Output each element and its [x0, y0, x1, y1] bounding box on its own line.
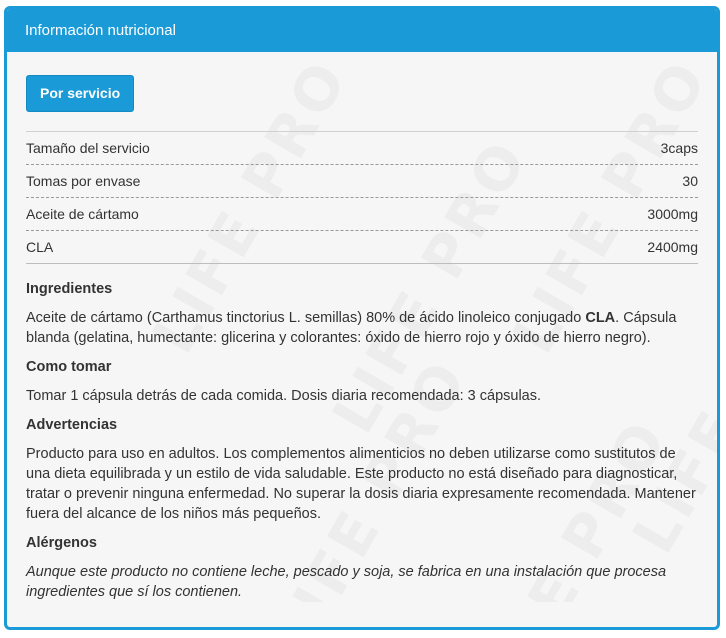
table-row [26, 165, 698, 198]
ingredients-text-part: . Cápsula blanda (gelatina, humectante: glicerina y colorantes: óxido de hierro rojo y óxido de hierro negro). [26, 310, 677, 346]
panel-header [7, 9, 717, 52]
ingredients-heading: Ingredientes [26, 281, 113, 297]
row-value: 2400mg [647, 239, 698, 255]
table-row [26, 132, 698, 165]
tab-por-servicio[interactable]: Por servicio [26, 75, 134, 112]
allergens-heading: Alérgenos [26, 535, 97, 551]
warnings-heading: Advertencias [26, 417, 118, 433]
allergens-text: Aunque este producto no contiene leche, pescado y soja, se fabrica en una instalación que procesa ingredientes que sí los contienen. [26, 564, 667, 600]
row-value: 30 [682, 173, 698, 189]
nutrition-table [26, 131, 698, 264]
row-label: Tamaño del servicio [26, 140, 150, 156]
ingredients-text-part: Aceite de cártamo (Carthamus tinctorius L. semillas) 80% de ácido linoleico conjugado [26, 310, 586, 326]
row-label: Tomas por envase [26, 173, 141, 189]
row-label: CLA [26, 239, 54, 255]
ingredients-text-bold: CLA [585, 310, 616, 326]
warnings-text: Producto para uso en adultos. Los complementos alimenticios no deben utilizarse como sustitutos de una dieta equilibrada y un estilo de vida saludable. Este producto no está diseñado para diagnosticar, tratar o prevenir ninguna enfermedad. No superar la dosis diaria expresamente recomendada. Mantener fuera del alcance de los niños más pequeños. [26, 446, 696, 522]
how-to-take-heading: Como tomar [26, 359, 112, 375]
row-label: Aceite de cártamo [26, 206, 139, 222]
how-to-take-text: Tomar 1 cápsula detrás de cada comida. Dosis diaria recomendada: 3 cápsulas. [26, 388, 542, 404]
table-row [26, 198, 698, 231]
panel-title: Información nutricional [25, 22, 176, 39]
table-row [26, 231, 698, 264]
row-value: 3000mg [647, 206, 698, 222]
ingredients-text [26, 308, 698, 348]
panel-body [7, 52, 717, 602]
row-value: 3caps [660, 140, 698, 156]
nutrition-panel [4, 6, 720, 630]
